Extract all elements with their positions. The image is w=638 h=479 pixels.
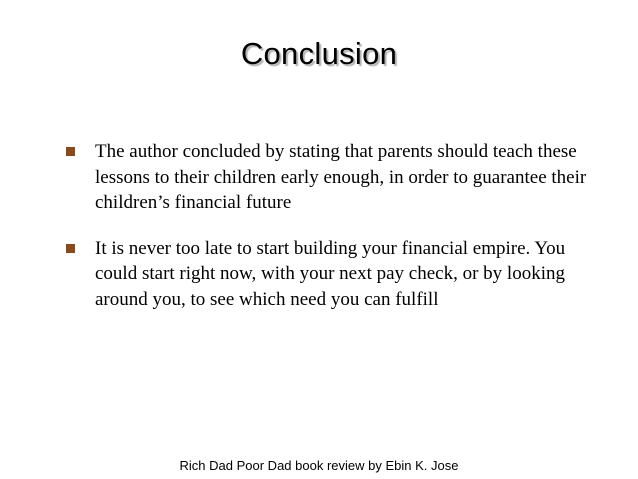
slide-footer: Rich Dad Poor Dad book review by Ebin K. Jose (179, 458, 459, 473)
bullet-text: The author concluded by stating that parents should teach these lessons to their children early enough, in order to guarantee their children’s financial future (95, 141, 587, 213)
bullet-item (66, 236, 606, 313)
slide-title: Conclusion (240, 36, 398, 71)
bullet-list (66, 139, 606, 332)
square-bullet-icon (66, 147, 75, 156)
square-bullet-icon (66, 244, 75, 253)
bullet-text: It is never too late to start building your financial empire. You could start right now, with your next pay check, or by looking around you, to see which need you can fulfill (95, 237, 566, 310)
bullet-item (66, 139, 606, 216)
